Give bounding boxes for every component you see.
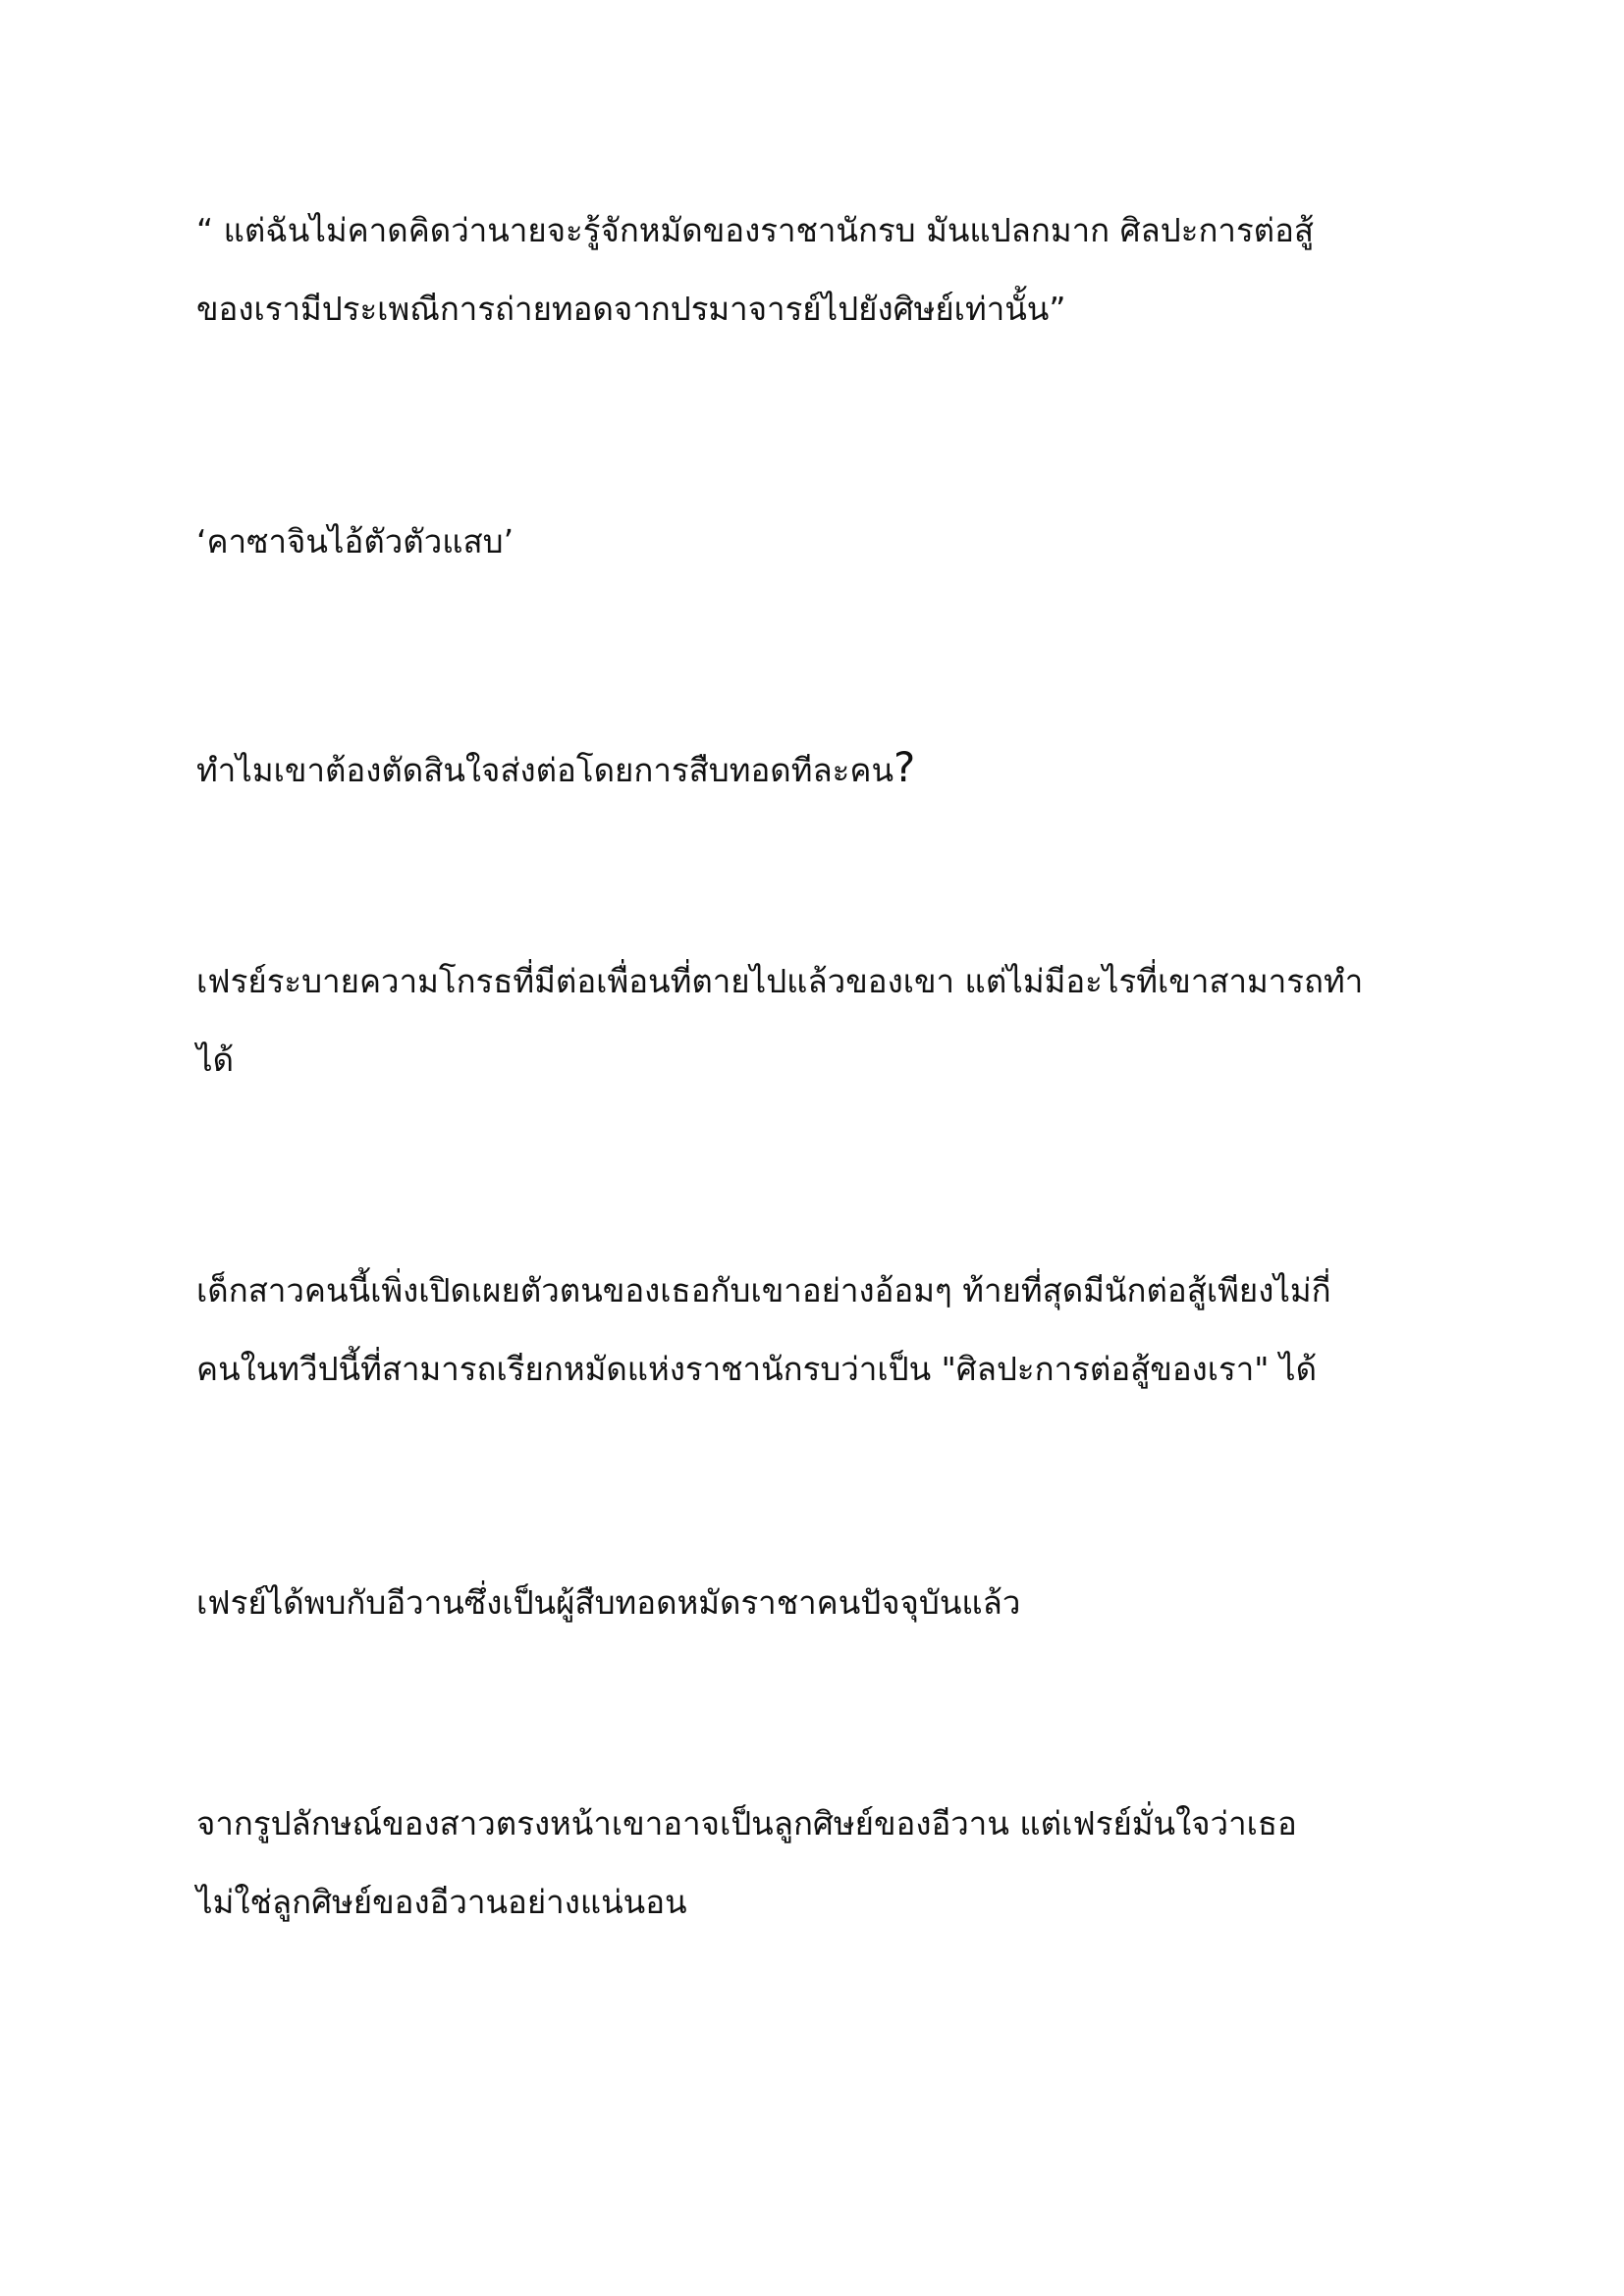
paragraph-line: เฟรย์ได้พบกับอีวานซึ่งเป็นผู้สืบทอดหมัดราชาคนปัจจุบันแล้ว: [196, 1583, 1021, 1622]
paragraph-text: ทำไมเขาต้องตัดสินใจส่งต่อโดยการสืบทอดทีละคน: [196, 751, 894, 789]
paragraph-6: [196, 1564, 1473, 1642]
paragraph-line: เฟรย์ระบายความโกรธที่มีต่อเพื่อนที่ตายไปแล้วของเขา แต่ไม่มีอะไรที่เขาสามารถทำ: [196, 962, 1364, 1000]
paragraph-line: คนในทวีปนี้ที่สามารถเรียกหมัดแห่งราชานักรบว่าเป็น "ศิลปะการต่อสู้ของเรา" ได้: [196, 1350, 1317, 1388]
paragraph-2: [196, 503, 1473, 581]
question-mark: ?: [893, 743, 916, 791]
paragraph-5: [196, 1252, 1473, 1409]
paragraph-line: ได้: [196, 1041, 235, 1079]
paragraph-line: ‘คาซาจินไอ้ตัวตัวแสบ’: [196, 522, 514, 561]
paragraph-line: ไม่ใช่ลูกศิษย์ของอีวานอย่างแน่นอน: [196, 1883, 687, 1921]
paragraph-4: [196, 942, 1473, 1099]
paragraph-7: [196, 1785, 1473, 1942]
paragraph-line: จากรูปลักษณ์ของสาวตรงหน้าเขาอาจเป็นลูกศิษย์ของอีวาน แต่เฟรย์มั่นใจว่าเธอ: [196, 1804, 1297, 1842]
paragraph-line: “ แต่ฉันไม่คาดคิดว่านายจะรู้จักหมัดของราชานักรบ มันแปลกมาก ศิลปะการต่อสู้: [196, 211, 1315, 249]
paragraph-line: ของเรามีประเพณีการถ่ายทอดจากปรมาจารย์ไปยังศิษย์เท่านั้น”: [196, 290, 1066, 328]
paragraph-3: [196, 728, 1473, 810]
paragraph-1: [196, 191, 1473, 348]
paragraph-line: [196, 728, 1473, 810]
paragraph-line: เด็กสาวคนนี้เพิ่งเปิดเผยตัวตนของเธอกับเขาอย่างอ้อมๆ ท้ายที่สุดมีนักต่อสู้เพียงไม่กี่: [196, 1271, 1331, 1309]
